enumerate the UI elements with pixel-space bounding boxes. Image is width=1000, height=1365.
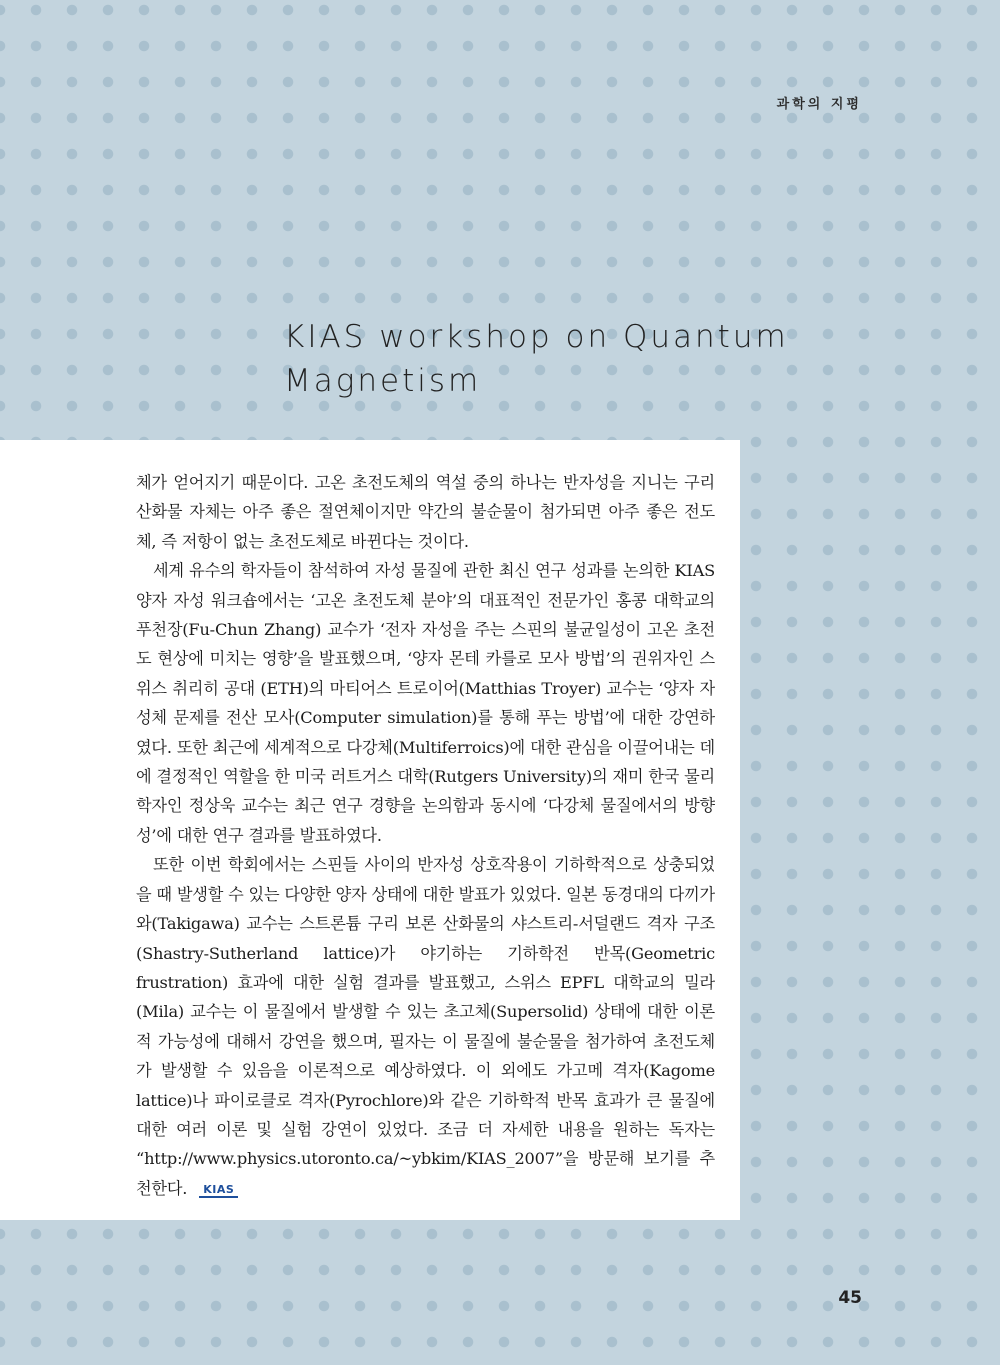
paragraph-3-text: 또한 이번 학회에서는 스핀들 사이의 반자성 상호작용이 기하학적으로 상충되었을 때 발생할 수 있는 다양한 양자 상태에 대한 발표가 있었다. 일본 동경대의 다끼가와(Takigawa) 교수는 스트론튬 구리 보론 산화물의 샤스트리-서덜랜드 격자 구조(Shastry-Sutherland lattice)가 야기하는 기하학전 반목(Geometric frustration) 효과에 대한 실험 결과를 발표했고, 스위스 EPFL 대학교의 밀라 (Mila) 교수는 이 물질에서 발생할 수 있는 초고체(Supersolid) 상태에 대한 이론적 가능성에 대해서 강연을 했으며, 필자는 이 물질에 불순물을 첨가하여 초전도체가 발생할 수 있음을 이론적으로 예상하였다. 이 외에도 가고메 격자(Kagome lattice)나 파이로클로 격자(Pyrochlore)와 같은 기하학적 반목 효과가 큰 물질에 대한 여러 이론 및 실험 강연이 있었다. 조금 더 자세한 내용을 원하는 독자는 “http://www.physics.utoronto.ca/~ybkim/KIAS_2007”을 방문해 보기를 추천한다. xyxy=(136,855,715,1198)
paragraph-2: 세계 유수의 학자들이 참석하여 자성 물질에 관한 최신 연구 성과를 논의한 KIAS 양자 자성 워크숍에서는 ‘고온 초전도체 분야’의 대표적인 전문가인 홍콩 대학교의 푸천장(Fu-Chun Zhang) 교수가 ‘전자 자성을 주는 스핀의 불균일성이 고온 초전도 현상에 미치는 영향’을 발표했으며, ‘양자 몬테 카를로 모사 방법’의 권위자인 스위스 취리히 공대 (ETH)의 마티어스 트로이어(Matthias Troyer) 교수는 ‘양자 자성체 문제를 전산 모사(Computer simulation)를 통해 푸는 방법’에 대한 강연하였다. 또한 최근에 세계적으로 다강체(Multiferroics)에 대한 관심을 이끌어내는 데에 결정적인 역할을 한 미국 러트거스 대학(Rutgers University)의 재미 한국 물리학자인 정상욱 교수는 최근 연구 경향을 논의함과 동시에 ‘다강체 물질에서의 방향성’에 대한 연구 결과를 발표하였다. xyxy=(136,561,715,845)
title-line-2: Magnetism xyxy=(284,363,482,399)
article-title xyxy=(284,315,804,403)
page-number: 45 xyxy=(838,1288,862,1308)
article-body xyxy=(136,468,715,1203)
title-line-1: KIAS workshop on Quantum xyxy=(284,319,789,355)
kias-logo: KIAS xyxy=(199,1183,238,1198)
section-label: 과학의 지평 xyxy=(776,97,862,112)
paragraph-1: 체가 얻어지기 때문이다. 고온 초전도체의 역설 중의 하나는 반자성을 지니는 구리 산화물 자체는 아주 좋은 절연체이지만 약간의 불순물이 첨가되면 아주 좋은 전도체, 즉 저항이 없는 초전도체로 바뀐다는 것이다. xyxy=(136,473,715,551)
paragraph-3 xyxy=(136,850,715,1203)
